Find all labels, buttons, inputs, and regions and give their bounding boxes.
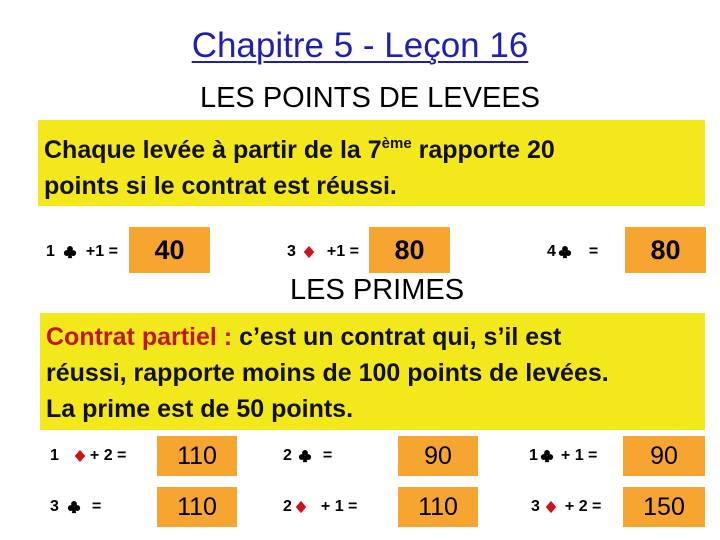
levees-rule-line1: Chaque levée à partir de la 7ème rapporte 20 (44, 135, 555, 164)
primes-example-2-result: 90 (398, 436, 478, 476)
page-subtitle: LES POINTS DE LEVEES (199, 82, 541, 114)
primes-example-2-equation: 2 = (283, 447, 333, 464)
primes-rule-box (40, 313, 705, 430)
club-icon (540, 449, 554, 463)
levees-example-2-equation: 3 +1 = (287, 243, 359, 260)
primes-example-6-result: 150 (623, 487, 705, 527)
diamond-icon (302, 245, 316, 259)
levees-example-3-result: 80 (625, 227, 706, 273)
levees-rule-line2: points si le contrat est réussi. (44, 172, 397, 200)
levees-example-1-result: 40 (129, 227, 210, 273)
club-icon (67, 500, 81, 514)
primes-example-5-equation: 2 + 1 = (283, 498, 358, 515)
club-icon (298, 449, 312, 463)
primes-rule-line2: réussi, rapporte moins de 100 points de levées. (46, 359, 609, 387)
diamond-icon (73, 449, 87, 463)
levees-example-2-result: 80 (369, 227, 450, 273)
primes-example-6-equation: 3 + 2 = (531, 498, 602, 515)
primes-example-3-result: 90 (623, 436, 705, 476)
primes-example-1-equation: 1 + 2 = (50, 447, 127, 464)
levees-rule-box (38, 120, 705, 206)
primes-example-4-equation: 3 = (50, 498, 102, 515)
primes-example-4-result: 110 (157, 487, 237, 527)
primes-example-1-result: 110 (157, 436, 237, 476)
primes-rule-line3: La prime est de 50 points. (46, 395, 354, 423)
diamond-icon (294, 500, 308, 514)
club-icon (558, 245, 572, 259)
club-icon (63, 245, 77, 259)
diamond-icon (544, 500, 558, 514)
levees-example-1-equation: 1 +1 = (46, 243, 118, 260)
contrat-partiel-label: Contrat partiel : (46, 323, 233, 351)
primes-rule-line1: Contrat partiel : c’est un contrat qui, s’il est (46, 323, 562, 351)
levees-example-3-equation: 4 = (547, 243, 599, 260)
primes-example-5-result: 110 (398, 487, 478, 527)
primes-heading: LES PRIMES (290, 274, 465, 306)
primes-example-3-equation: 1 + 1 = (529, 447, 598, 464)
page-title: Chapitre 5 - Leçon 16 (191, 26, 529, 65)
